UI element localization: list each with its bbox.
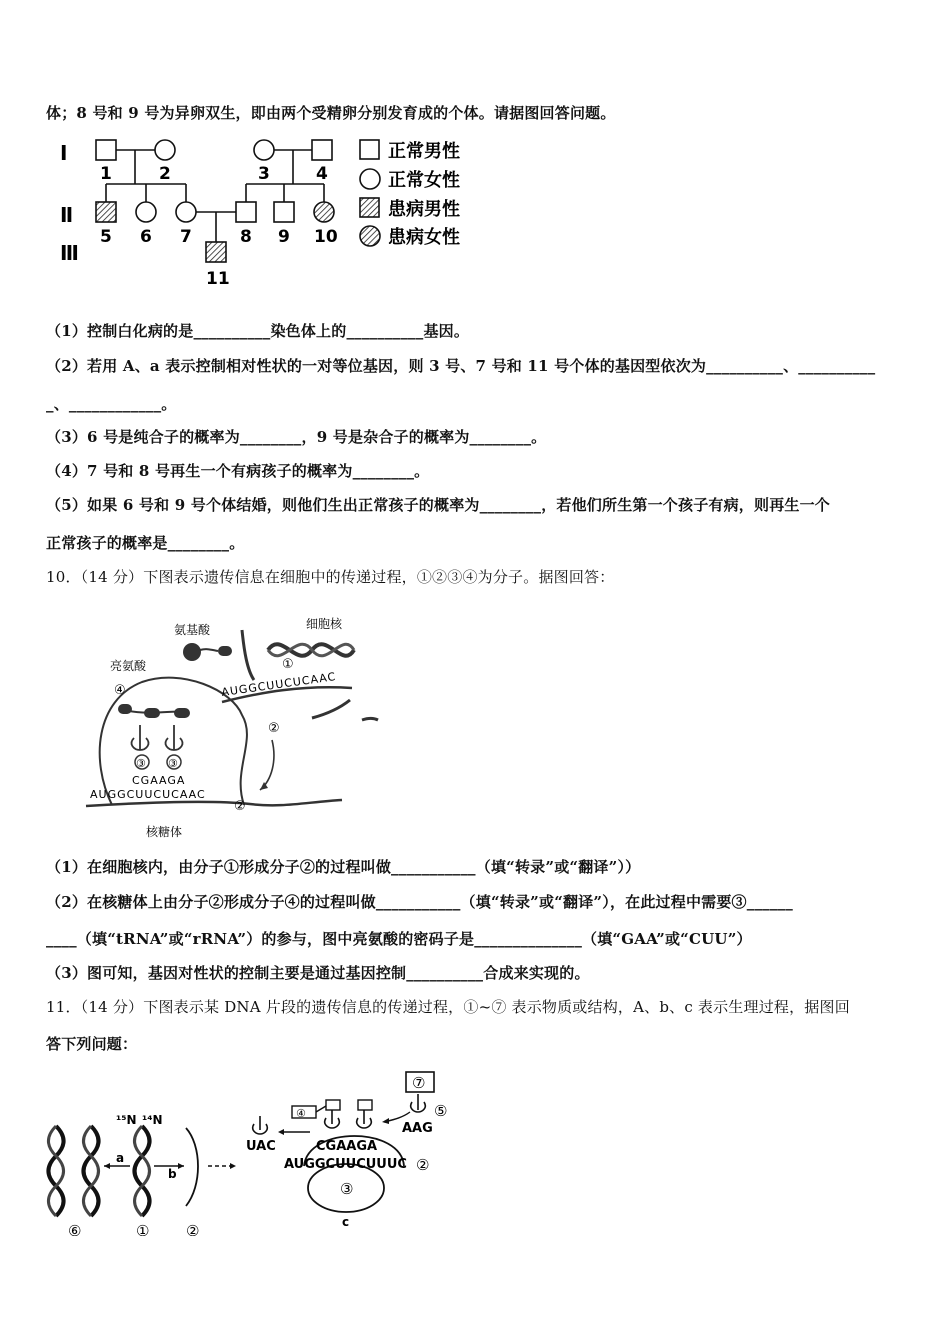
q11-mark-1: ① — [136, 1222, 150, 1236]
individual-4 — [312, 140, 332, 160]
q10-stem: 10．（14 分）下图表示遗传信息在细胞中的传递过程，①②③④为分子。据图回答： — [46, 568, 615, 586]
q11-mark-2-right: ② — [416, 1156, 430, 1174]
q10-part2-line2: ____（填“tRNA”或“rRNA”）的参与，图中亮氨酸的密码子是______________（填“GAA”或“CUU”） — [46, 930, 752, 948]
legend-affected-male: 患病男性 — [388, 199, 460, 220]
legend-normal-male-icon — [360, 140, 379, 159]
pedigree-figure — [50, 132, 480, 292]
individual-1 — [96, 140, 116, 160]
q9-part2-line2: _、____________。 — [46, 395, 177, 413]
q10-part1: （1）在细胞核内，由分子①形成分子②的过程叫做___________（填“转录”或“翻译”）） — [46, 858, 641, 876]
legend-affected-female: 患病女性 — [388, 227, 460, 248]
q10-mark-1: ① — [282, 657, 294, 672]
q11-stem-line2: 答下列问题： — [46, 1035, 138, 1053]
individual-8 — [236, 202, 256, 222]
q10-translation-figure — [82, 610, 382, 842]
q11-uac: UAC — [246, 1139, 276, 1154]
q11-anticodons: CGAAGA — [316, 1139, 378, 1154]
q10-part3: （3）图可知，基因对性状的控制主要是通过基因控制__________合成来实现的。 — [46, 964, 590, 982]
q11-mark-5: ⑤ — [434, 1102, 448, 1120]
generation-label-3: Ⅲ — [60, 241, 79, 265]
q9-part5-line1: （5）如果 6 号和 9 号个体结婚，则他们生出正常孩子的概率为________，若他们所生第一个孩子有病，则再生一个 — [46, 496, 831, 514]
q11-process-a: a — [116, 1151, 125, 1165]
label-6: 6 — [140, 227, 152, 247]
label-3: 3 — [258, 164, 270, 184]
q10-bottom-sequence: AUGGCUUCUCAAC — [90, 788, 206, 801]
label-5: 5 — [100, 227, 112, 247]
q11-dna-figure — [46, 1066, 466, 1236]
q11-process-c: c — [342, 1215, 350, 1229]
label-8: 8 — [240, 227, 252, 247]
q9-part2-line1: （2）若用 A、a 表示控制相对性状的一对等位基因，则 3 号、7 号和 11 号个体的基因型依次为__________、__________ — [46, 357, 876, 375]
q10-codon-sequence: CGAAGA — [132, 774, 186, 787]
individual-3 — [254, 140, 274, 160]
q10-ribosome-label: 核糖体 — [146, 825, 183, 839]
label-11: 11 — [206, 269, 230, 289]
generation-label-1: Ⅰ — [60, 141, 68, 165]
q10-leucine-label: 亮氨酸 — [110, 659, 147, 673]
individual-7 — [176, 202, 196, 222]
q11-mark-6: ⑥ — [68, 1222, 82, 1236]
intro-line: 体；8 号和 9 号为异卵双生，即由两个受精卵分别发育成的个体。请据图回答问题。 — [46, 104, 616, 122]
q11-mrna: AUGGCUUCUUUC — [284, 1157, 407, 1172]
individual-11 — [206, 242, 226, 262]
q10-mark-4: ④ — [114, 683, 126, 698]
q11-n14-label: ¹⁴N — [142, 1113, 163, 1127]
q10-amino-acid-label: 氨基酸 — [174, 623, 211, 637]
q11-mark-7: ⑦ — [412, 1074, 426, 1092]
q11-n15-label: ¹⁵N — [116, 1113, 137, 1127]
label-9: 9 — [278, 227, 290, 247]
q10-nucleus-label: 细胞核 — [306, 617, 343, 631]
individual-10 — [314, 202, 334, 222]
q9-part3: （3）6 号是纯合子的概率为________，9 号是杂合子的概率为________。 — [46, 428, 547, 446]
legend-affected-female-icon — [360, 226, 380, 246]
individual-2 — [155, 140, 175, 160]
label-2: 2 — [159, 164, 171, 184]
q11-mark-4: ④ — [296, 1107, 306, 1120]
q10-mark-3-left: ③ — [136, 757, 146, 770]
legend-affected-male-icon — [360, 198, 379, 217]
q11-process-b: b — [168, 1167, 177, 1181]
q10-mark-2-top: ② — [268, 721, 280, 736]
q10-mark-2-bottom: ② — [234, 799, 246, 814]
q11-aag: AAG — [402, 1121, 433, 1136]
legend-normal-female-icon — [360, 169, 380, 189]
individual-5 — [96, 202, 116, 222]
q10-part2-line1: （2）在核糖体上由分子②形成分子④的过程叫做___________（填“转录”或“翻译”），在此过程中需要③______ — [46, 893, 793, 911]
legend-normal-male: 正常男性 — [388, 141, 460, 162]
label-10: 10 — [314, 227, 338, 247]
q10-top-sequence: AUGGCUUCUCAAC — [220, 669, 337, 699]
q9-part5-line2: 正常孩子的概率是________。 — [46, 534, 245, 552]
q11-mark-3: ③ — [340, 1180, 354, 1198]
label-7: 7 — [180, 227, 192, 247]
q9-part1: （1）控制白化病的是__________染色体上的__________基因。 — [46, 322, 470, 340]
label-4: 4 — [316, 164, 328, 184]
q9-part4: （4）7 号和 8 号再生一个有病孩子的概率为________。 — [46, 462, 430, 480]
q10-mark-3-right: ③ — [168, 757, 178, 770]
individual-9 — [274, 202, 294, 222]
q11-stem-line1: 11．（14 分）下图表示某 DNA 片段的遗传信息的传递过程，①~⑦ 表示物质或结构，A、b、c 表示生理过程，据图回 — [46, 998, 850, 1016]
label-1: 1 — [100, 164, 112, 184]
generation-label-2: Ⅱ — [60, 203, 74, 227]
q11-mark-2: ② — [186, 1222, 200, 1236]
legend-normal-female: 正常女性 — [388, 170, 460, 191]
individual-6 — [136, 202, 156, 222]
